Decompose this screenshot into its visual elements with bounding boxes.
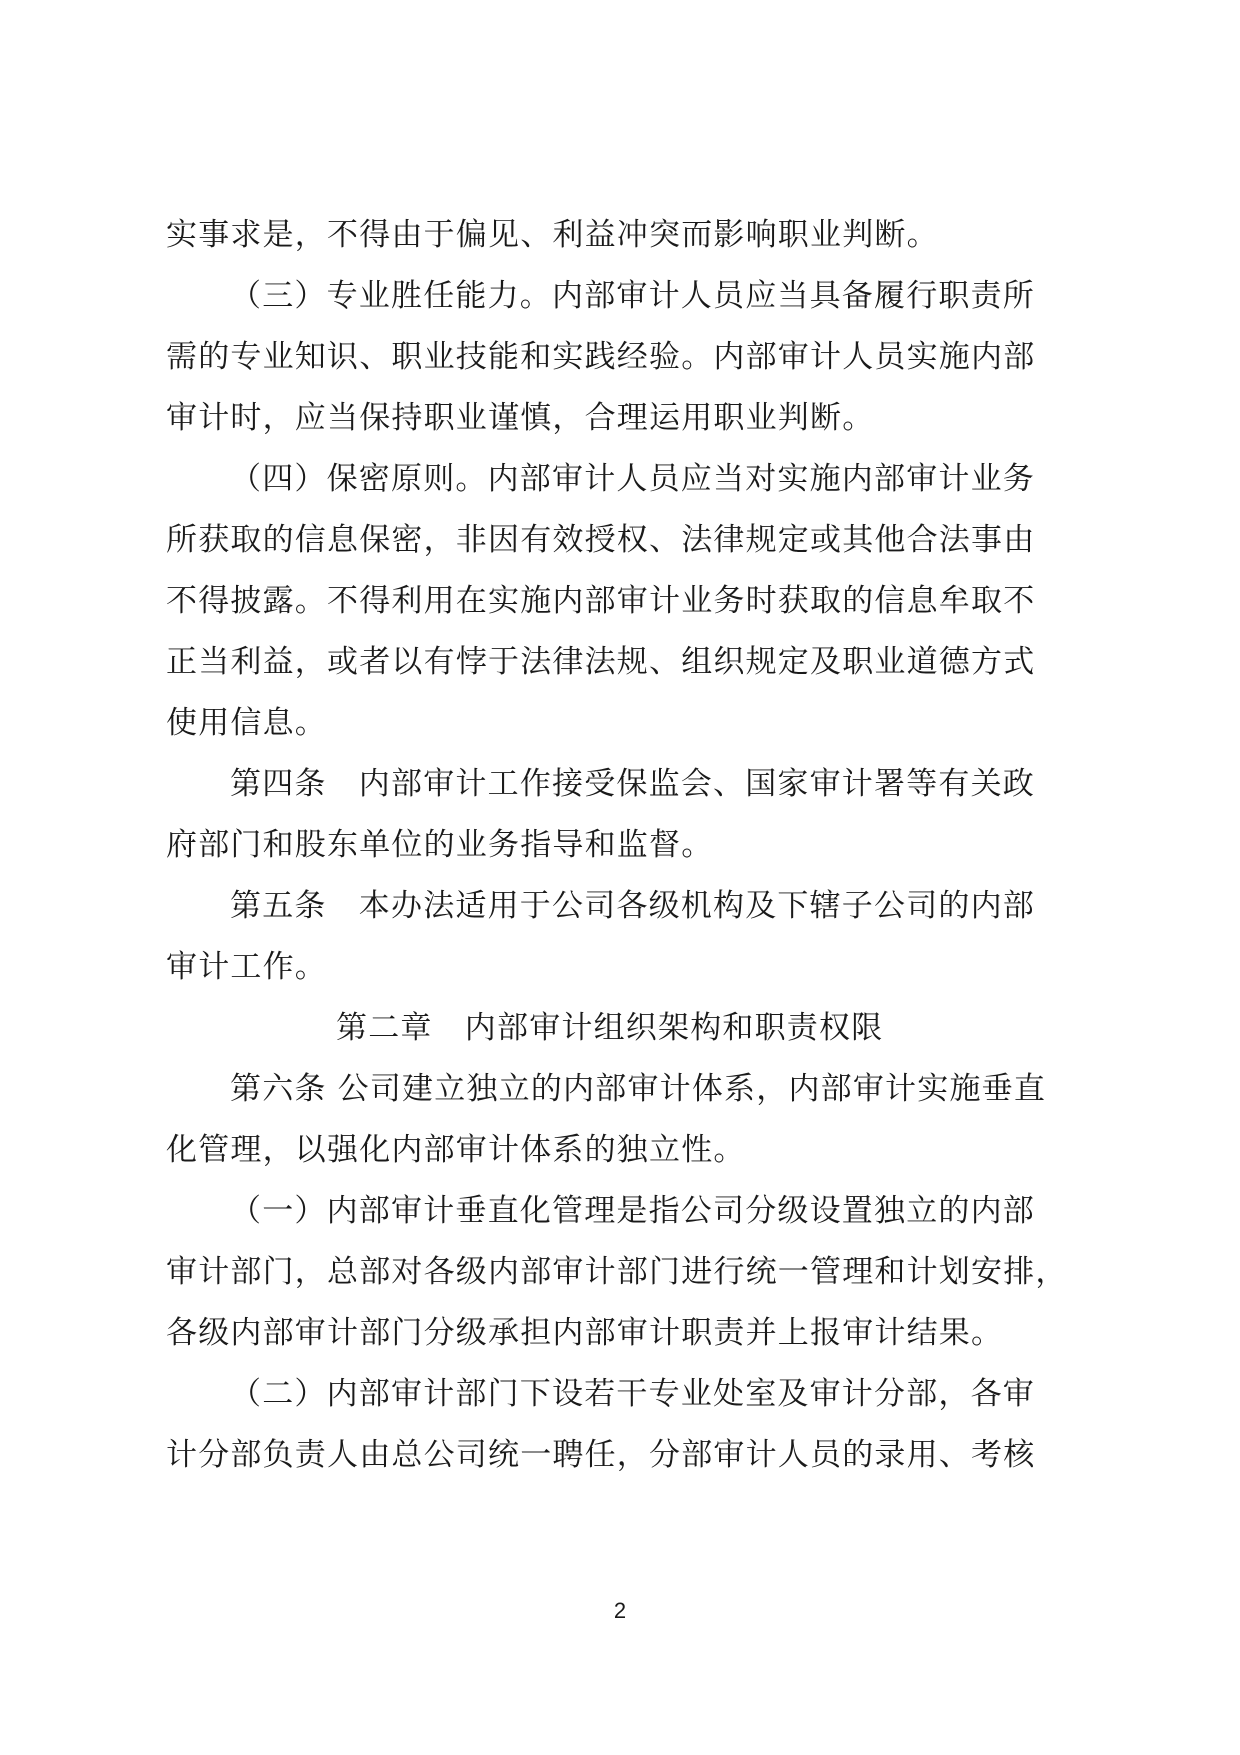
text-line: （三）专业胜任能力。内部审计人员应当具备履行职责所 xyxy=(230,278,1035,314)
article-line: 第四条 内部审计工作接受保监会、国家审计署等有关政 xyxy=(230,766,1035,802)
text-line: 正当利益，或者以有悖于法律法规、组织规定及职业道德方式 xyxy=(166,644,1036,680)
text-line: （二）内部审计部门下设若干专业处室及审计分部，各审 xyxy=(230,1376,1035,1412)
text-line: 使用信息。 xyxy=(166,705,327,741)
text-line: 化管理，以强化内部审计体系的独立性。 xyxy=(166,1132,746,1168)
text-line: 审计工作。 xyxy=(166,949,327,985)
text-line: 计分部负责人由总公司统一聘任，分部审计人员的录用、考核 xyxy=(166,1437,1036,1473)
text-line: 实事求是，不得由于偏见、利益冲突而影响职业判断。 xyxy=(166,217,939,253)
text-line: 需的专业知识、职业技能和实践经验。内部审计人员实施内部 xyxy=(166,339,1036,375)
chapter-heading: 第二章 内部审计组织架构和职责权限 xyxy=(336,1010,884,1046)
text-line: （一）内部审计垂直化管理是指公司分级设置独立的内部 xyxy=(230,1193,1035,1229)
text-line: 各级内部审计部门分级承担内部审计职责并上报审计结果。 xyxy=(166,1315,1004,1351)
text-line: （四）保密原则。内部审计人员应当对实施内部审计业务 xyxy=(230,461,1035,497)
text-line: 所获取的信息保密，非因有效授权、法律规定或其他合法事由 xyxy=(166,522,1036,558)
article-line: 第五条 本办法适用于公司各级机构及下辖子公司的内部 xyxy=(230,888,1035,924)
text-line: 府部门和股东单位的业务指导和监督。 xyxy=(166,827,714,863)
text-line: 不得披露。不得利用在实施内部审计业务时获取的信息牟取不 xyxy=(166,583,1036,619)
text-line: 审计部门，总部对各级内部审计部门进行统一管理和计划安排， xyxy=(166,1254,1068,1290)
text-line: 审计时，应当保持职业谨慎，合理运用职业判断。 xyxy=(166,400,875,436)
article-line: 第六条 公司建立独立的内部审计体系，内部审计实施垂直 xyxy=(230,1071,1047,1107)
page-number: 2 xyxy=(613,1598,627,1623)
